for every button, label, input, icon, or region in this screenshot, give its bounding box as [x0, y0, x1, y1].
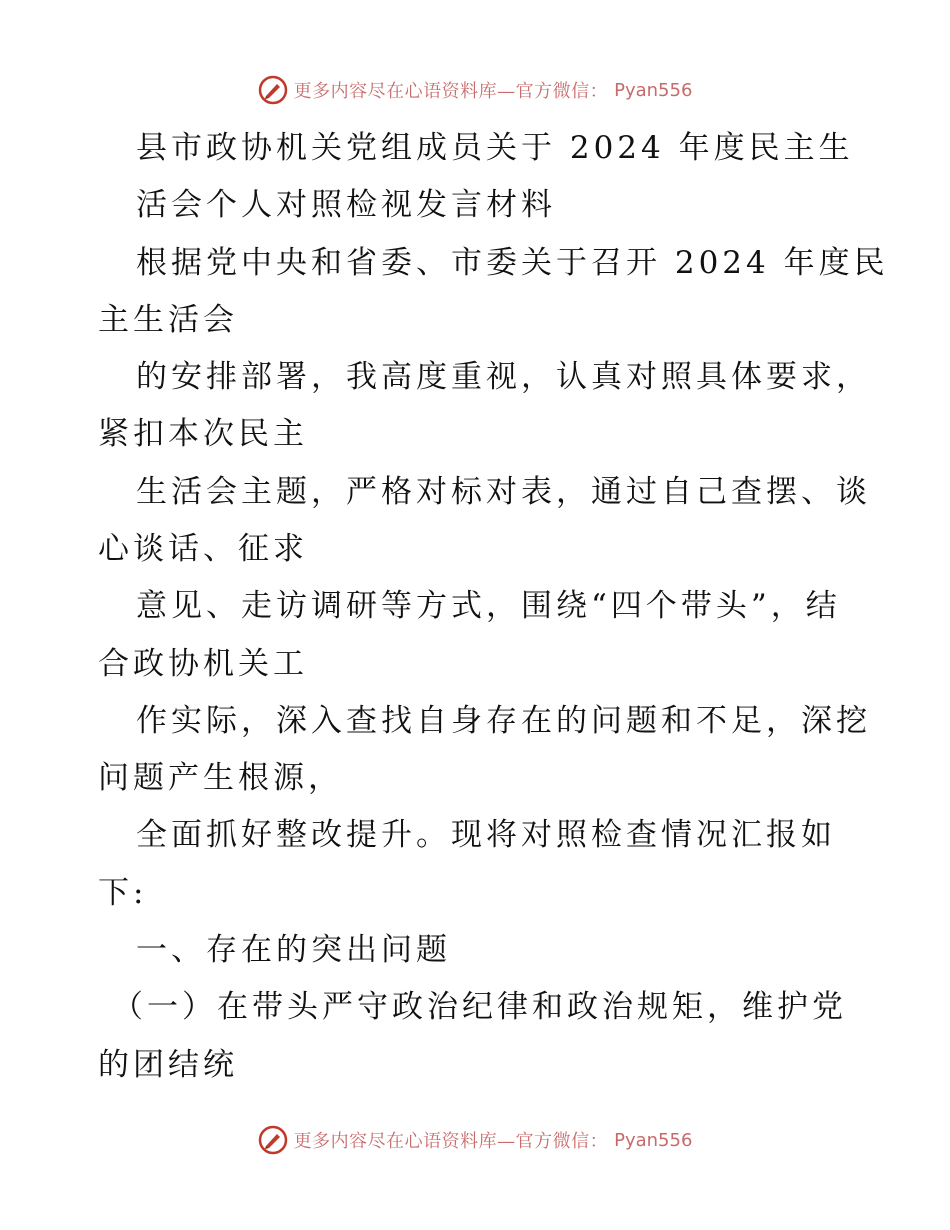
watermark-header: [0, 70, 950, 110]
section-heading: 一、存在的突出问题: [136, 932, 451, 968]
paragraph-line: 紧扣本次民主: [98, 416, 308, 452]
paragraph-line: 问题产生根源，: [98, 760, 343, 796]
watermark-wechat-id: Pyan556: [614, 1129, 693, 1151]
paragraph-line: 心谈话、征求: [98, 531, 308, 567]
watermark-wechat-id: Pyan556: [614, 79, 693, 101]
paragraph-line: 意见、走访调研等方式，围绕“四个带头”，结: [136, 588, 841, 624]
paragraph-line: 的安排部署，我高度重视，认真对照具体要求，: [136, 359, 871, 395]
subsection-heading-line: 的团结统: [98, 1047, 238, 1083]
paragraph-line: 全面抓好整改提升。现将对照检查情况汇报如: [136, 817, 836, 853]
paragraph-line: 根据党中央和省委、市委关于召开 2024 年度民: [136, 245, 889, 281]
pen-logo-icon: [258, 1125, 288, 1155]
document-title-line-2: 活会个人对照检视发言材料: [136, 187, 556, 223]
paragraph-line: 下:: [98, 875, 148, 911]
watermark-text: 更多内容尽在心语资料库—官方微信：: [293, 1131, 609, 1152]
document-title-line-1: 县市政协机关党组成员关于 2024 年度民主生: [136, 130, 854, 166]
subsection-heading-line: （一）在带头严守政治纪律和政治规矩，维护党: [112, 989, 847, 1025]
pen-logo-icon: [258, 75, 288, 105]
paragraph-line: 合政协机关工: [98, 646, 308, 682]
watermark-footer: [0, 1120, 950, 1160]
paragraph-line: 生活会主题，严格对标对表，通过自己查摆、谈: [136, 474, 871, 510]
paragraph-line: 主生活会: [98, 302, 238, 338]
paragraph-line: 作实际，深入查找自身存在的问题和不足，深挖: [136, 703, 871, 739]
watermark-text: 更多内容尽在心语资料库—官方微信：: [293, 81, 609, 102]
